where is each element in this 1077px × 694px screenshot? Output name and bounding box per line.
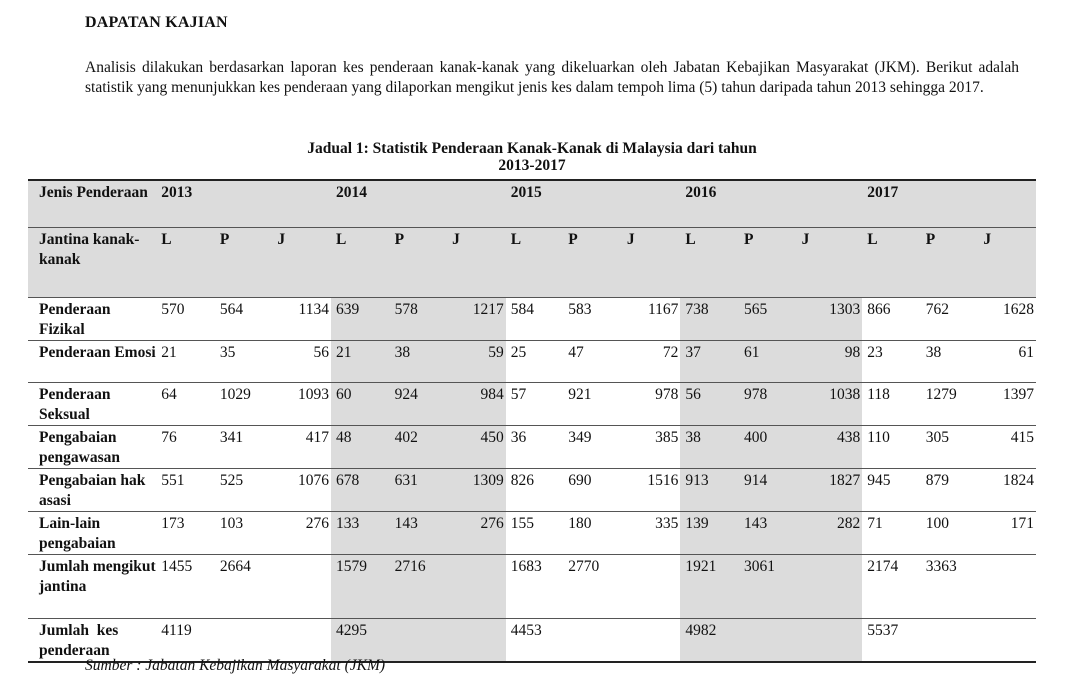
value-cell: 583 [568, 300, 592, 318]
value-cell: 61 [739, 340, 797, 382]
gender-code: P [215, 227, 273, 297]
gender-code: P [739, 227, 797, 297]
value-cell: 1397 [1003, 385, 1034, 403]
value-cell: 60 [331, 382, 390, 425]
value-cell: 171 [1010, 514, 1034, 532]
section-heading: DAPATAN KAJIAN [85, 14, 228, 31]
value-cell: 25 [510, 343, 527, 361]
value-cell: 826 [510, 471, 534, 489]
value-cell: 438 [797, 425, 863, 468]
value-cell: 1628 [1003, 300, 1034, 318]
gender-code: L [156, 227, 215, 297]
value-cell: 57 [510, 385, 527, 403]
value-cell: 1279 [925, 385, 957, 403]
gender-code: J [272, 227, 331, 297]
row-label: Penderaan Fizikal [39, 300, 111, 338]
value-cell: 38 [925, 343, 942, 361]
gender-code: P [390, 227, 448, 297]
year-header: 2017 [862, 180, 1036, 227]
value-cell: 1029 [219, 385, 251, 403]
total-gender-cell: 1455 [161, 557, 193, 575]
abuse-statistics-table [28, 179, 1036, 663]
table-row [28, 425, 1036, 468]
table-row [28, 382, 1036, 425]
table-row [28, 340, 1036, 382]
total-gender-cell: 3061 [739, 554, 797, 618]
value-cell: 38 [390, 340, 448, 382]
value-cell: 71 [867, 514, 883, 532]
value-cell: 1038 [797, 382, 863, 425]
value-cell: 1134 [298, 300, 329, 318]
value-cell: 23 [867, 343, 883, 361]
gender-code: P [921, 227, 979, 297]
total-gender-cell [797, 554, 863, 618]
total-gender-cell: 2770 [568, 557, 600, 575]
total-cases-cell: 5537 [867, 621, 899, 639]
total-cases-cell: 4453 [510, 621, 542, 639]
table-row [28, 468, 1036, 511]
gender-code: L [680, 227, 739, 297]
value-cell: 639 [331, 297, 390, 340]
row-label: Pengabaian pengawasan [39, 428, 120, 466]
value-cell: 1824 [1003, 471, 1034, 489]
value-cell: 98 [797, 340, 863, 382]
total-gender-cell: 3363 [925, 557, 957, 575]
value-cell: 56 [313, 343, 329, 361]
total-gender-cell: 2716 [390, 554, 448, 618]
value-cell: 578 [390, 297, 448, 340]
row-label: Penderaan Seksual [39, 385, 111, 423]
value-cell: 100 [925, 514, 950, 532]
value-cell: 110 [867, 428, 890, 446]
value-cell: 335 [655, 514, 679, 532]
value-cell: 349 [568, 428, 592, 446]
value-cell: 180 [568, 514, 592, 532]
gender-code: J [622, 227, 681, 297]
total-gender-cell: 1921 [680, 554, 739, 618]
value-cell: 59 [447, 340, 506, 382]
value-cell: 103 [219, 514, 244, 532]
source-note: Sumber : Jabatan Kebajikan Masyarakat (JKM) [85, 657, 386, 674]
total-gender-cell: 2174 [867, 557, 899, 575]
value-cell: 978 [655, 385, 679, 403]
value-cell: 21 [161, 343, 177, 361]
table-row [28, 297, 1036, 340]
value-cell: 47 [568, 343, 584, 361]
table-header-row [28, 180, 1036, 227]
value-cell: 400 [739, 425, 797, 468]
value-cell: 35 [219, 343, 236, 361]
value-cell: 631 [390, 468, 448, 511]
value-cell: 1827 [797, 468, 863, 511]
total-gender-cell [978, 554, 1036, 618]
value-cell: 56 [680, 382, 739, 425]
value-cell: 276 [447, 511, 506, 554]
year-header: 2016 [680, 180, 862, 227]
total-gender-cell [272, 554, 331, 618]
year-header: 2015 [506, 180, 681, 227]
value-cell: 173 [161, 514, 185, 532]
year-header: 2013 [156, 180, 331, 227]
gender-code: J [978, 227, 1036, 297]
value-cell: 143 [390, 511, 448, 554]
value-cell: 450 [447, 425, 506, 468]
value-cell: 924 [390, 382, 448, 425]
header-jenis-penderaan: Jenis Penderaan [28, 180, 156, 227]
value-cell: 402 [390, 425, 448, 468]
value-cell: 565 [739, 297, 797, 340]
caption-line-1: Jadual 1: Statistik Penderaan Kanak-Kanak di Malaysia dari tahun [307, 140, 757, 157]
value-cell: 1076 [297, 471, 329, 489]
total-cases-cell: 4295 [331, 618, 506, 662]
value-cell: 879 [925, 471, 950, 489]
value-cell: 690 [568, 471, 592, 489]
intro-paragraph: Analisis dilakukan berdasarkan laporan kes penderaan kanak-kanak yang dikeluarkan oleh Jabatan Kebajikan Masyarakat (JKM). Berikut adalah statistik yang menunjukkan kes penderaan yang dilaporkan mengikut jenis kes dalam tempoh lima (5) tahun daripada tahun 2013 sehingga 2017. [85, 59, 1019, 96]
value-cell: 945 [867, 471, 891, 489]
value-cell: 341 [219, 428, 244, 446]
value-cell: 762 [925, 300, 950, 318]
value-cell: 1093 [297, 385, 329, 403]
value-cell: 133 [331, 511, 390, 554]
value-cell: 570 [161, 300, 185, 318]
value-cell: 64 [161, 385, 177, 403]
value-cell: 415 [1010, 428, 1034, 446]
gender-code: L [331, 227, 390, 297]
row-label: Lain-lain pengabaian [39, 514, 116, 552]
value-cell: 61 [1018, 343, 1034, 361]
gender-row [28, 227, 1036, 297]
total-cases-cell: 4119 [161, 621, 192, 639]
total-cases-row [28, 618, 1036, 662]
value-cell: 72 [662, 343, 679, 361]
table-row [28, 511, 1036, 554]
value-cell: 564 [219, 300, 244, 318]
gender-label: Jantina kanak-kanak [28, 227, 156, 297]
gender-code: L [862, 227, 921, 297]
value-cell: 738 [680, 297, 739, 340]
total-cases-cell: 4982 [680, 618, 862, 662]
value-cell: 38 [680, 425, 739, 468]
value-cell: 417 [305, 428, 329, 446]
total-gender-row [28, 554, 1036, 618]
value-cell: 1167 [647, 300, 679, 318]
value-cell: 984 [447, 382, 506, 425]
value-cell: 913 [680, 468, 739, 511]
value-cell: 385 [655, 428, 679, 446]
gender-code: J [797, 227, 863, 297]
value-cell: 276 [305, 514, 329, 532]
value-cell: 866 [867, 300, 891, 318]
value-cell: 1217 [447, 297, 506, 340]
total-cases-label: Jumlah kes penderaan [39, 621, 123, 659]
value-cell: 143 [739, 511, 797, 554]
gender-code: J [447, 227, 506, 297]
value-cell: 37 [680, 340, 739, 382]
value-cell: 678 [331, 468, 390, 511]
value-cell: 76 [161, 428, 177, 446]
value-cell: 978 [739, 382, 797, 425]
value-cell: 1516 [647, 471, 679, 489]
value-cell: 118 [867, 385, 890, 403]
value-cell: 36 [510, 428, 527, 446]
total-gender-label: Jumlah mengikut jantina [39, 557, 156, 595]
total-gender-cell: 2664 [219, 557, 251, 575]
gender-code: L [506, 227, 564, 297]
row-label: Penderaan Emosi [39, 343, 156, 361]
value-cell: 525 [219, 471, 244, 489]
value-cell: 48 [331, 425, 390, 468]
table-caption [28, 140, 1036, 174]
year-header: 2014 [331, 180, 506, 227]
value-cell: 551 [161, 471, 185, 489]
gender-code: P [563, 227, 622, 297]
row-label: Pengabaian hak asasi [39, 471, 146, 509]
total-gender-cell: 1683 [510, 557, 542, 575]
value-cell: 21 [331, 340, 390, 382]
value-cell: 921 [568, 385, 592, 403]
value-cell: 914 [739, 468, 797, 511]
value-cell: 1303 [797, 297, 863, 340]
caption-line-2: 2013-2017 [498, 157, 566, 174]
total-gender-cell [622, 554, 681, 618]
value-cell: 305 [925, 428, 950, 446]
total-gender-cell [447, 554, 506, 618]
value-cell: 584 [510, 300, 534, 318]
value-cell: 139 [680, 511, 739, 554]
value-cell: 155 [510, 514, 534, 532]
value-cell: 1309 [447, 468, 506, 511]
total-gender-cell: 1579 [331, 554, 390, 618]
value-cell: 282 [797, 511, 863, 554]
